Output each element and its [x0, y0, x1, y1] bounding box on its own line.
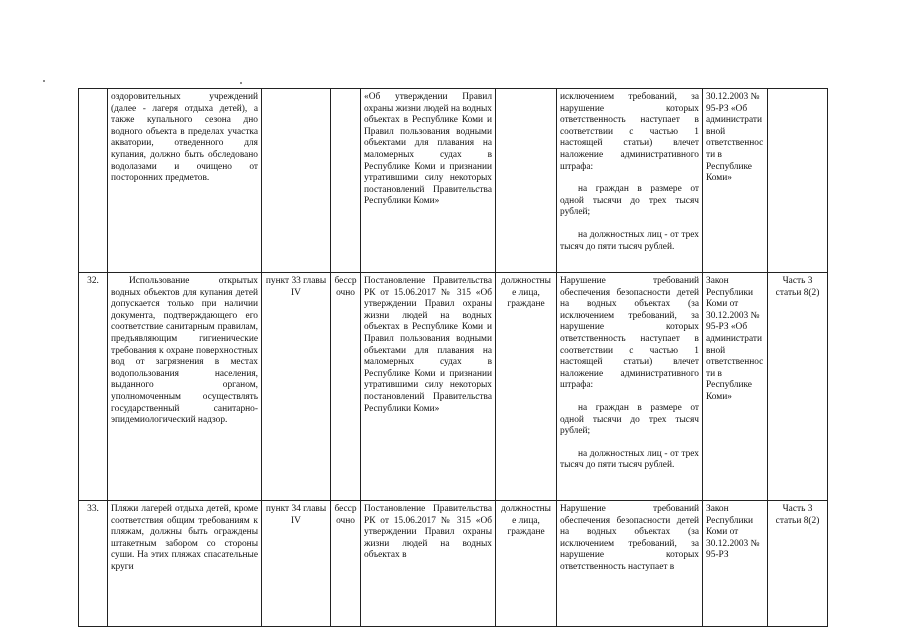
article-cell: Часть 3 статьи 8(2) [768, 501, 828, 627]
law-cell: Закон Республики Коми от 30.12.2003 № 95-РЗ «Об административной ответственности в Республике Коми» [703, 273, 768, 501]
liability-text: Нарушение требований обеспечения безопасности детей на водных объектах (за исключением требований, за нарушение которых ответственность наступает в соответствии с частью 1 настоящей статьи) влечет наложение административного штрафа: [560, 276, 699, 391]
term-cell: бессрочно [331, 273, 361, 501]
legal-act-cell: Постановление Правительства РК от 15.06.2017 № 315 «Об утверждении Правил охраны жизни людей на водных объектах в [361, 501, 496, 627]
row-number [79, 89, 108, 273]
article-cell: Часть 3 статьи 8(2) [768, 273, 828, 501]
liability-text: исключением требований, за нарушение которых ответственность наступает в соответствии с частью 1 настоящей статьи) влечет наложение административного штрафа: [560, 92, 699, 172]
liability-officials: на должностных лиц - от трех тысяч до пяти тысяч рублей. [560, 229, 699, 252]
row-number: 32. [79, 273, 108, 501]
table-row [79, 273, 828, 501]
liability-citizens: на граждан в размере от одной тысячи до трех тысяч рублей; [560, 402, 699, 437]
scan-speck [240, 82, 242, 84]
regulation-table [78, 88, 828, 627]
row-number: 33. [79, 501, 108, 627]
scan-speck [43, 80, 45, 82]
requirement-cell: Использование открытых водных объектов для купания детей допускается только при наличии документа, подтверждающего его соответствие санитарным правилам, предъявляющим гигиенические требования к охране поверхностных вод от загрязнения в местах водопользования населения, выданного органом, уполномоченным осуществлять государственный санитарно-эпидемиологический надзор. [108, 273, 262, 501]
liability-cell [557, 89, 703, 273]
law-cell: Закон Республики Коми от 30.12.2003 № 95-РЗ [703, 501, 768, 627]
requirement-cell: оздоровительных учреждений (далее - лагеря отдыха детей), а также купального сезона дно водного объекта в пределах участка акватории, отведенного для купания, должно быть обследовано водолазами и очищено от посторонних предметов. [108, 89, 262, 273]
liability-citizens: на граждан в размере от одной тысячи до трех тысяч рублей; [560, 184, 699, 218]
subjects-cell [496, 89, 557, 273]
clause-cell: пункт 34 главы IV [262, 501, 331, 627]
liability-officials: на должностных лиц - от трех тысяч до пяти тысяч рублей. [560, 448, 699, 471]
subjects-cell: должностные лица, граждане [496, 273, 557, 501]
term-cell: бессрочно [331, 501, 361, 627]
clause-cell: пункт 33 главы IV [262, 273, 331, 501]
legal-act-cell: «Об утверждении Правил охраны жизни людей на водных объектах в Республике Коми и Правил пользования водными объектами для плавания на маломерных судах в Республике Коми и признании утратившими силу некоторых постановлений Правительства Республики Коми» [361, 89, 496, 273]
clause-cell [262, 89, 331, 273]
liability-cell [557, 273, 703, 501]
law-cell: 30.12.2003 № 95-РЗ «Об административной ответственности в Республике Коми» [703, 89, 768, 273]
table-row [79, 501, 828, 627]
article-cell [768, 89, 828, 273]
table-row [79, 89, 828, 273]
subjects-cell: должностные лица, граждане [496, 501, 557, 627]
requirement-cell: Пляжи лагерей отдыха детей, кроме соответствия общим требованиям к пляжам, должны быть ограждены штакетным забором со стороны суши. На этих пляжах спасательные круги [108, 501, 262, 627]
legal-act-cell: Постановление Правительства РК от 15.06.2017 № 315 «Об утверждении Правил охраны жизни людей на водных объектах в Республике Коми и Правил пользования водными объектами для плавания на маломерных судах в Республике Коми и признании утратившими силу некоторых постановлений Правительства Республики Коми» [361, 273, 496, 501]
term-cell [331, 89, 361, 273]
liability-text: Нарушение требований обеспечения безопасности детей на водных объектах (за исключением требований, за нарушение которых ответственность наступает в [560, 504, 699, 572]
liability-cell [557, 501, 703, 627]
